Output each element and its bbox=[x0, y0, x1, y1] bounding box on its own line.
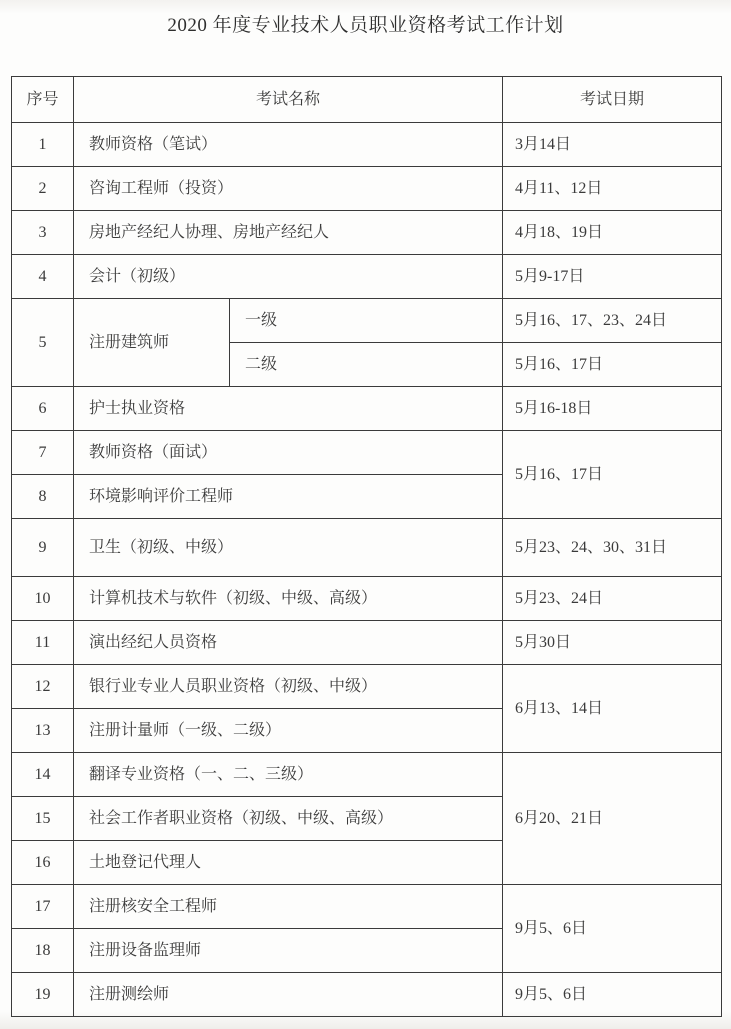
cell-name: 注册核安全工程师 bbox=[74, 885, 503, 929]
cell-no: 3 bbox=[12, 211, 74, 255]
table-row bbox=[12, 577, 722, 621]
cell-no: 6 bbox=[12, 387, 74, 431]
table-row bbox=[12, 885, 722, 929]
cell-name: 社会工作者职业资格（初级、中级、高级） bbox=[74, 797, 503, 841]
table-row bbox=[12, 621, 722, 665]
table-row bbox=[12, 665, 722, 709]
header-date: 考试日期 bbox=[503, 77, 722, 123]
table-row bbox=[12, 211, 722, 255]
cell-name: 演出经纪人员资格 bbox=[74, 621, 503, 665]
cell-date: 5月23、24、30、31日 bbox=[503, 519, 722, 577]
table-row bbox=[12, 255, 722, 299]
cell-date: 5月16、17日 bbox=[503, 431, 722, 519]
cell-date: 4月11、12日 bbox=[503, 167, 722, 211]
table-row bbox=[12, 973, 722, 1017]
table-row bbox=[12, 519, 722, 577]
cell-name: 环境影响评价工程师 bbox=[74, 475, 503, 519]
cell-date: 9月5、6日 bbox=[503, 973, 722, 1017]
cell-name: 卫生（初级、中级） bbox=[74, 519, 503, 577]
cell-no: 7 bbox=[12, 431, 74, 475]
cell-sublevel: 二级 bbox=[230, 343, 503, 387]
cell-no: 17 bbox=[12, 885, 74, 929]
cell-name: 土地登记代理人 bbox=[74, 841, 503, 885]
cell-date: 5月30日 bbox=[503, 621, 722, 665]
cell-no: 2 bbox=[12, 167, 74, 211]
cell-date: 5月23、24日 bbox=[503, 577, 722, 621]
table-header-row bbox=[12, 77, 722, 123]
cell-no: 18 bbox=[12, 929, 74, 973]
header-name: 考试名称 bbox=[74, 77, 503, 123]
table-row bbox=[12, 299, 722, 343]
cell-name: 房地产经纪人协理、房地产经纪人 bbox=[74, 211, 503, 255]
cell-name: 注册建筑师 bbox=[74, 299, 230, 387]
cell-name: 注册测绘师 bbox=[74, 973, 503, 1017]
cell-date: 6月20、21日 bbox=[503, 753, 722, 885]
cell-date: 3月14日 bbox=[503, 123, 722, 167]
cell-name: 计算机技术与软件（初级、中级、高级） bbox=[74, 577, 503, 621]
cell-date: 4月18、19日 bbox=[503, 211, 722, 255]
cell-date: 5月16、17日 bbox=[503, 343, 722, 387]
cell-date: 5月9-17日 bbox=[503, 255, 722, 299]
cell-no: 15 bbox=[12, 797, 74, 841]
cell-date: 5月16-18日 bbox=[503, 387, 722, 431]
cell-name: 翻译专业资格（一、二、三级） bbox=[74, 753, 503, 797]
cell-no: 11 bbox=[12, 621, 74, 665]
cell-date: 9月5、6日 bbox=[503, 885, 722, 973]
table-row bbox=[12, 753, 722, 797]
table-row bbox=[12, 387, 722, 431]
cell-name: 银行业专业人员职业资格（初级、中级） bbox=[74, 665, 503, 709]
exam-schedule-table bbox=[11, 76, 722, 1017]
cell-no: 19 bbox=[12, 973, 74, 1017]
cell-no: 9 bbox=[12, 519, 74, 577]
cell-no: 10 bbox=[12, 577, 74, 621]
cell-no: 14 bbox=[12, 753, 74, 797]
cell-name: 护士执业资格 bbox=[74, 387, 503, 431]
cell-no: 1 bbox=[12, 123, 74, 167]
cell-name: 教师资格（面试） bbox=[74, 431, 503, 475]
table-row bbox=[12, 167, 722, 211]
document-title: 2020 年度专业技术人员职业资格考试工作计划 bbox=[167, 15, 564, 36]
cell-name: 注册计量师（一级、二级） bbox=[74, 709, 503, 753]
cell-name: 会计（初级） bbox=[74, 255, 503, 299]
header-no: 序号 bbox=[12, 77, 74, 123]
cell-no: 13 bbox=[12, 709, 74, 753]
cell-name: 咨询工程师（投资） bbox=[74, 167, 503, 211]
cell-name: 注册设备监理师 bbox=[74, 929, 503, 973]
cell-sublevel: 一级 bbox=[230, 299, 503, 343]
table-row bbox=[12, 431, 722, 475]
cell-name: 教师资格（笔试） bbox=[74, 123, 503, 167]
cell-date: 6月13、14日 bbox=[503, 665, 722, 753]
cell-no: 5 bbox=[12, 299, 74, 387]
cell-no: 16 bbox=[12, 841, 74, 885]
cell-no: 4 bbox=[12, 255, 74, 299]
table-row bbox=[12, 123, 722, 167]
cell-no: 12 bbox=[12, 665, 74, 709]
cell-date: 5月16、17、23、24日 bbox=[503, 299, 722, 343]
cell-no: 8 bbox=[12, 475, 74, 519]
